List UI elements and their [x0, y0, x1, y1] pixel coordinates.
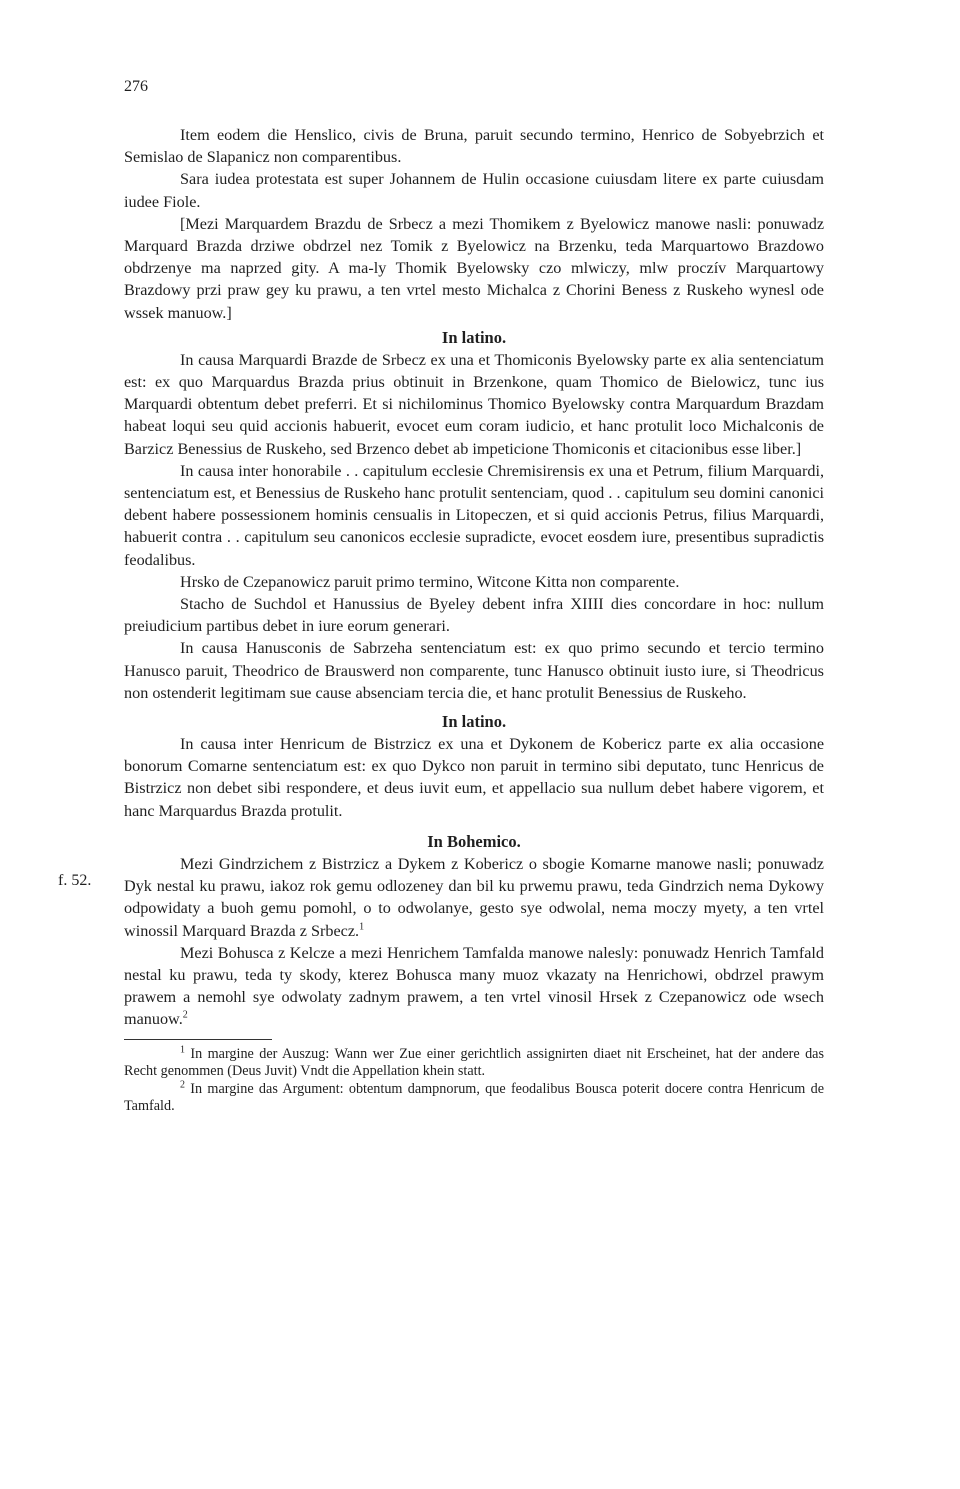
footnote: [124, 1043, 824, 1081]
footnote-text: In margine das Argument: obtentum dampnorum, que feodalibus Bousca poterit docere contra Henricum de Tamfald.: [124, 1080, 824, 1115]
paragraph: In causa inter honorabile . . capitulum ecclesie Chremisirensis ex una et Petrum, filium Marquardi, sentenciatum est, et Benessius de Ruskeho hanc protulit sentenciam, quod . . capitulum seu domini canonici debent habere possessionem hominis censualis in Litopeczen, et si quid accionis Petrus, filius Marquardi, habuerit contra . . capitulum seu canonicos ecclesie supradicte, evocet eosdem iure, presentibus supradictis feodalibus.: [124, 461, 824, 569]
footnote-divider: [124, 1039, 272, 1040]
section-heading-bohemico: In Bohemico.: [427, 831, 521, 851]
paragraph: [124, 942, 824, 1031]
paragraph: In causa inter Henricum de Bistrzicz ex una et Dykonem de Kobericz parte ex alia occasione bonorum Comarne sentenciatum est: ex quo Dykco non paruit in termino sibi deputato, tunc Henricus de Bistrzicz non debet sibi respondere, et deus iuvit eum, et appellacio sua nullum debet habere vigorem, et hanc Marquardus Brazda protulit.: [124, 735, 824, 820]
page-number: 276: [124, 78, 148, 95]
paragraph: [124, 853, 824, 942]
footnote-reference: 2: [182, 1009, 188, 1021]
footnote: [124, 1078, 824, 1116]
paragraph: In causa Marquardi Brazde de Srbecz ex una et Thomiconis Byelowsky parte ex alia sentenciatum est: ex quo Marquardus Brazda prius obtinuit in Brzenkone, quam Thomico de Bielowicz, tunc ius Marquardi obtentum debet preferri. Et si nichilominus Thomico Byelowsky contra Marquardum Brazdam habeat loqui seu quid accionis habuerit, evocet eum coram iudicio, et hanc protulit loco Michalconis de Barzicz Benessius de Ruskeho, sed Brzenco debet ab impeticione Thomiconis et citacionibus esse liber.]: [124, 350, 824, 458]
main-text: [124, 124, 824, 1116]
paragraph-text: Mezi Gindrzichem z Bistrzicz a Dykem z Kobericz o sbogie Komarne manowe nasli; ponuwadz Dyk nestal ku prawu, iakoz rok gemu odlozeney dan bil ku prwemu prawu, teda Gindrzich nema Dykowy odpowidaty a buoh gemu pomohl, o to odwolanye, gesto sye odwolal, nema moczy myety, a ten vrtel winossil Marquard Brazda z Srbecz.: [124, 854, 824, 940]
paragraph-text: Mezi Bohusca z Kelcze a mezi Henrichem Tamfalda manowe nalesly: ponuwadz Henrich Tamfald nestal ku prawu, teda ty skody, kterez Bohusca many muoz vkazaty na Henrichowi, obdrzel prawym prawem a nemohl sye odwolaty zadnym prawem, a ten vrtel vinosil Hrsek z Czepanowicz ode wsech manuow.: [124, 943, 824, 1029]
section-heading-latino: In latino.: [441, 712, 507, 732]
paragraph: Item eodem die Henslico, civis de Bruna, paruit secundo termino, Henrico de Sobyebrzich et Semislao de Slapanicz non comparentibus.: [124, 126, 824, 167]
paragraph: [Mezi Marquardem Brazdu de Srbecz a mezi Thomikem z Byelowicz manowe nasli: ponuwadz Marquard Brazda drziwe obdrzel nez Tomik z Byelowicz na Brzenku, teda Marquartowo Brazdowo obdrzenye ma naprzed gity. A ma-ly Thomik Byelowsky czo mlwiczy, mlw proczív Marquartowy Brazdowy przi praw gey ku prawu, a ten vrtel mesto Michalca z Chorini Beness z Ruskeho wynesl ode wssek manuow.]: [124, 214, 824, 322]
footnote-text: In margine der Auszug: Wann wer Zue einer gerichtlich assignirten diaet nit Erscheinet, hat der andere das Recht genommen (Deus Juvit) Vndt die Appellation khein statt.: [124, 1045, 824, 1080]
paragraph: Sara iudea protestata est super Johannem de Hulin occasione cuiusdam litere ex parte cuiusdam iudee Fiole.: [124, 170, 824, 211]
footnote-mark: 1: [180, 1043, 185, 1055]
paragraph: In causa Hanusconis de Sabrzeha sentenciatum est: ex quo primo secundo et tercio termino Hanusco paruit, Theodrico de Brauswerd non comparente, tunc Hanusco obtinuit iusto iure, si Theodricus non ostenderit legitimam sue cause absenciam tercia die, et hanc protulit Benessius de Ruskeho.: [124, 639, 824, 702]
margin-note-folio: f. 52.: [58, 872, 92, 889]
paragraph: Stacho de Suchdol et Hanussius de Byeley debent infra XIIII dies concordare in hoc: nullum preiudicium partibus debet in iure eorum generari.: [124, 595, 824, 636]
paragraph: Hrsko de Czepanowicz paruit primo termino, Witcone Kitta non comparente.: [180, 572, 680, 591]
footnote-mark: 2: [180, 1078, 185, 1090]
footnote-reference: 1: [359, 921, 365, 933]
section-heading-latino: In latino.: [441, 327, 507, 347]
